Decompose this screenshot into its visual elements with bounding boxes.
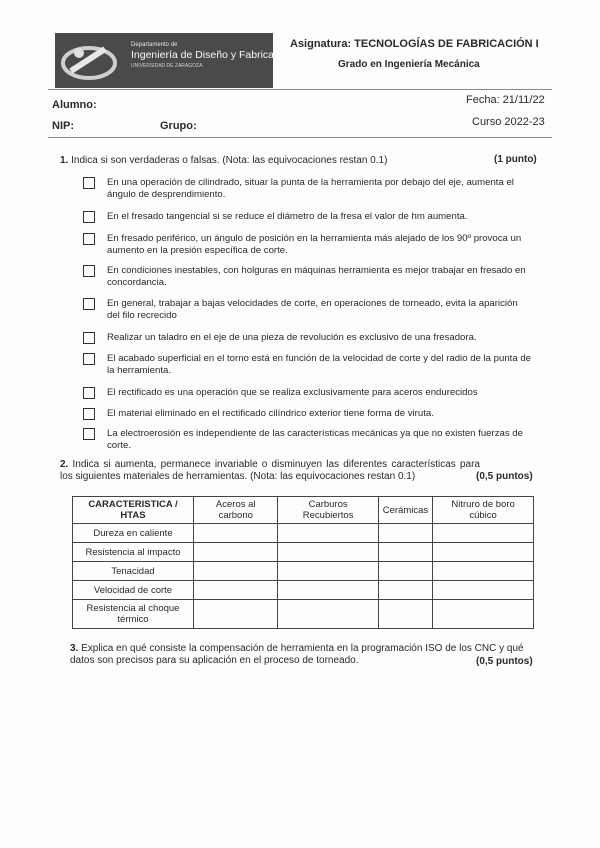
course-year: Curso 2022-23 [472,116,545,128]
exam-date: Fecha: 21/11/22 [466,94,545,106]
answer-cell[interactable] [433,600,534,629]
table-row [73,524,534,543]
characteristics-table [72,496,534,629]
answer-cell[interactable] [194,524,278,543]
question-1-number: 1. [60,155,69,166]
tf-checkbox[interactable] [83,211,95,223]
question-3-number: 3. [70,643,79,654]
tf-item[interactable] [83,211,533,223]
tf-item[interactable] [83,408,533,420]
subject-title: Asignatura: TECNOLOGÍAS DE FABRICACIÓN I [290,38,539,50]
logo-department-name: Ingeniería de Diseño y Fabricación [131,49,294,61]
tf-checkbox[interactable] [83,265,95,277]
tf-checkbox[interactable] [83,353,95,365]
answer-cell[interactable] [278,524,378,543]
student-divider [48,137,552,138]
answer-cell[interactable] [433,562,534,581]
tf-checkbox[interactable] [83,387,95,399]
tf-checkbox[interactable] [83,428,95,440]
tf-item-text: En general, trabajar a bajas velocidades de corte, en operaciones de torneado, evita la aparición del filo recrecido [107,298,518,321]
question-3-points: (0,5 puntos) [476,656,533,667]
tf-item-text: El rectificado es una operación que se realiza exclusivamente para aceros endurecidos [107,387,478,398]
answer-cell[interactable] [194,543,278,562]
logo-department-line: Departamento de [131,42,178,48]
tf-item[interactable] [83,298,533,322]
column-header: Carburos Recubiertos [278,497,378,524]
tf-item-text: La electroerosión es independiente de las características mecánicas ya que no existen fuerzas de corte. [107,428,523,451]
answer-cell[interactable] [278,581,378,600]
row-header: Tenacidad [73,562,194,581]
question-3 [70,643,540,667]
tf-item-text: En fresado periférico, un ángulo de posición en la herramienta más alejado de los 90º provoca un aumento en la presión específica de corte. [107,233,522,256]
answer-cell[interactable] [378,600,432,629]
answer-cell[interactable] [378,524,432,543]
tf-checkbox[interactable] [83,408,95,420]
university-logo-icon [59,39,117,83]
answer-cell[interactable] [194,581,278,600]
nip-label: NIP: [52,120,74,132]
tf-item[interactable] [83,233,533,257]
tf-item[interactable] [83,265,533,289]
tf-item-text: En condiciones inestables, con holguras en máquinas herramienta es mejor trabajar en fresado en concordancia. [107,265,526,288]
tf-checkbox[interactable] [83,298,95,310]
question-2-text: Indica si aumenta, permanece invariable o disminuyen las diferentes características para los siguientes materiales de herramientas. (Nota: las equivocaciones restan 0.1) [60,459,480,482]
table-row [73,600,534,629]
tf-item[interactable] [83,177,533,201]
answer-cell[interactable] [278,562,378,581]
tf-item[interactable] [83,428,533,452]
table-corner-header: CARACTERISTICA / HTAS [73,497,194,524]
department-logo [55,33,294,88]
answer-cell[interactable] [378,543,432,562]
tf-item[interactable] [83,332,533,344]
tf-item[interactable] [83,353,533,377]
question-1-text: Indica si son verdaderas o falsas. (Nota: las equivocaciones restan 0.1) [71,155,388,166]
tf-item-text: En una operación de cilindrado, situar la punta de la herramienta por debajo del eje, aumenta el ángulo de desprendimiento. [107,177,514,200]
tf-item[interactable] [83,387,533,399]
answer-cell[interactable] [378,581,432,600]
logo-university: UNIVERSIDAD DE ZARAGOZA [131,63,203,69]
tf-item-text: El acabado superficial en el torno está en función de la velocidad de corte y del radio de la punta de la herramienta. [107,353,532,376]
tf-item-text: Realizar un taladro en el eje de una pieza de revolución es exclusivo de una fresadora. [107,332,477,343]
tf-item-text: En el fresado tangencial si se reduce el diámetro de la fresa el valor de hm aumenta. [107,211,468,222]
tf-checkbox[interactable] [83,177,95,189]
header-divider [48,89,552,90]
answer-cell[interactable] [378,562,432,581]
answer-cell[interactable] [433,543,534,562]
answer-cell[interactable] [194,562,278,581]
question-2 [60,459,480,483]
row-header: Dureza en caliente [73,524,194,543]
row-header: Velocidad de corte [73,581,194,600]
row-header: Resistencia al impacto [73,543,194,562]
row-header: Resistencia al choque térmico [73,600,194,629]
answer-cell[interactable] [433,524,534,543]
question-1-points: (1 punto) [494,154,537,165]
tf-checkbox[interactable] [83,332,95,344]
grupo-label: Grupo: [160,120,197,132]
column-header: Cerámicas [378,497,432,524]
answer-cell[interactable] [433,581,534,600]
question-2-points: (0,5 puntos) [476,471,533,482]
degree-title: Grado en Ingeniería Mecánica [338,59,480,70]
question-3-text: Explica en qué consiste la compensación de herramienta en la programación ISO de los CNC y qué datos son precisos para su aplicación en el proceso de torneado. [70,643,524,666]
table-row [73,581,534,600]
answer-cell[interactable] [278,600,378,629]
table-row [73,543,534,562]
question-1 [60,155,540,167]
answer-cell[interactable] [194,600,278,629]
tf-item-text: El material eliminado en el rectificado cilíndrico exterior tiene forma de viruta. [107,408,434,419]
question-2-number: 2. [60,459,69,470]
tf-checkbox[interactable] [83,233,95,245]
answer-cell[interactable] [278,543,378,562]
table-row [73,562,534,581]
table-header-row [73,497,534,524]
alumno-label: Alumno: [52,99,97,111]
column-header: Nitruro de boro cúbico [433,497,534,524]
column-header: Aceros al carbono [194,497,278,524]
